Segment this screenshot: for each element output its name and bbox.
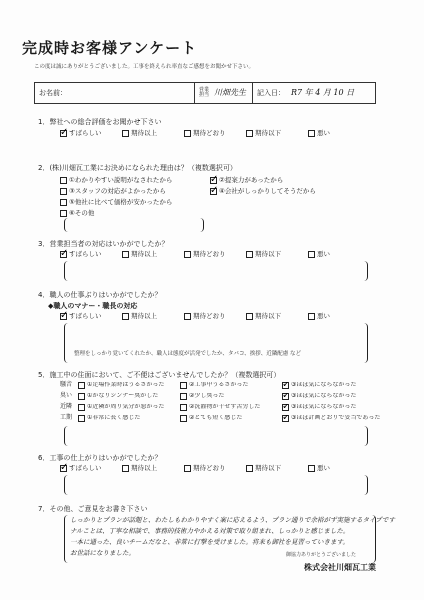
q6-options [60, 465, 370, 472]
q4-option-label: すばらしい [69, 312, 102, 320]
q5-row4-option-label: ③ほぼ計画どおりで妥当であった [291, 415, 381, 422]
q5-row2-option-1[interactable] [78, 393, 176, 400]
q1-option-3[interactable] [184, 130, 246, 137]
q3-option-3[interactable] [184, 251, 246, 258]
checkbox-icon[interactable] [180, 404, 187, 411]
q6-option-4[interactable] [246, 465, 308, 472]
q6-option-1[interactable] [60, 465, 122, 472]
q2-label: 2．(株)川畑瓦工業にお決めになられた理由は？（複数選択可） [38, 164, 237, 172]
checkbox-icon[interactable] [60, 251, 67, 258]
checkbox-icon[interactable] [184, 313, 191, 320]
name-cell [35, 83, 195, 103]
q5-row-category: 近隣 [60, 403, 73, 410]
checkbox-icon[interactable] [122, 313, 129, 320]
checkbox-icon[interactable] [122, 465, 129, 472]
q5-label: 5．施工中の住面において、ご不便はございませんでしたか？（複数選択可） [38, 371, 281, 379]
checkbox-icon[interactable] [210, 188, 217, 195]
checkbox-icon[interactable] [246, 130, 253, 137]
q3-option-label: 期待どおり [193, 250, 226, 258]
q4-option-1[interactable] [60, 313, 122, 320]
q7-label: 7．その他、ご意見をお書き下さい [38, 505, 148, 513]
q5-row [60, 393, 394, 400]
q5-row4-option-label: ②とても短く感じた [189, 415, 243, 422]
q4-option-5[interactable] [308, 313, 370, 320]
checkbox-icon[interactable] [308, 313, 315, 320]
q5-row3-option-label: ①近隣が周り気分が悪かった [87, 404, 165, 411]
q4-option-2[interactable] [122, 313, 184, 320]
checkbox-icon[interactable] [180, 393, 187, 400]
q5-row-category: 騒音 [60, 381, 73, 388]
sales-label: 営業担当 [199, 87, 210, 98]
q7-line-2: ナルことは、丁寧な相談で、事務的技術力やかえる対策で取り組まれ、しっかりと感じました。 [70, 527, 350, 535]
intro-text: この度は誠にありがとうございました。工事を終えられ率直なご感想をお聞かせ下さい。 [34, 64, 255, 70]
q7-line-4: お世話になりました。 [70, 549, 135, 557]
checkbox-icon[interactable] [246, 465, 253, 472]
q2-option-label: ④会社がしっかりしてそうだから [219, 187, 316, 195]
sales-value: 川畑先生 [214, 88, 246, 98]
name-label: お名前： [39, 88, 67, 97]
q1-option-4[interactable] [246, 130, 308, 137]
q5-row1-option-3[interactable] [282, 382, 390, 389]
page-title: 完成時お客様アンケート [22, 39, 198, 57]
q5-row4-option-1[interactable] [78, 415, 176, 422]
q1-option-5[interactable] [308, 130, 370, 137]
checkbox-icon[interactable] [246, 313, 253, 320]
q5-row [60, 404, 394, 411]
q5-row2-option-label: ②少し臭った [189, 393, 225, 400]
checkbox-icon[interactable] [60, 199, 67, 206]
q2-option-4[interactable] [210, 188, 316, 195]
q5-row-category: 工期 [60, 414, 73, 421]
q3-option-label: すばらしい [69, 250, 102, 258]
q3-option-2[interactable] [122, 251, 184, 258]
q5-row1-option-label: ③ほぼ気にならなかった [291, 382, 357, 389]
q5-row3-option-2[interactable] [180, 404, 278, 411]
q5-row1-option-label: ①足場作業時はうるさかった [87, 382, 165, 389]
checkbox-icon[interactable] [308, 130, 315, 137]
q6-option-5[interactable] [308, 465, 370, 472]
checkbox-icon[interactable] [60, 188, 67, 195]
q6-option-3[interactable] [184, 465, 246, 472]
q4-option-label: 期待どおり [193, 312, 226, 320]
q1-option-label: 期待以上 [131, 129, 157, 137]
checkbox-icon[interactable] [78, 393, 85, 400]
q5-row [60, 415, 394, 422]
q5-row2-option-2[interactable] [180, 393, 278, 400]
q4-option-3[interactable] [184, 313, 246, 320]
q4-label: 4．職人の仕事ぶりはいかがでしたか？ [38, 291, 162, 299]
q1-option-label: 悪い [317, 129, 330, 137]
q5-row3-option-1[interactable] [78, 404, 176, 411]
checkbox-icon[interactable] [308, 251, 315, 258]
q6-label: 6．工事の仕上がりはいかがでしたか？ [38, 454, 162, 462]
checkbox-icon[interactable] [180, 415, 187, 422]
q6-option-label: すばらしい [69, 464, 102, 472]
q6-option-label: 期待以上 [131, 464, 157, 472]
q5-row4-option-2[interactable] [180, 415, 278, 422]
q5-row2-option-3[interactable] [282, 393, 390, 400]
q6-answer-box[interactable] [64, 475, 368, 495]
q2-option-label: ③スタッフの対応がよかったから [69, 187, 166, 195]
checkbox-icon[interactable] [308, 465, 315, 472]
q3-option-5[interactable] [308, 251, 370, 258]
sales-cell [195, 83, 253, 103]
checkbox-icon[interactable] [210, 177, 217, 184]
checkbox-icon[interactable] [122, 251, 129, 258]
checkbox-icon[interactable] [122, 130, 129, 137]
q4-option-label: 期待以上 [131, 312, 157, 320]
q5-row [60, 382, 394, 389]
q3-option-label: 悪い [317, 250, 330, 258]
q5-row1-option-1[interactable] [78, 382, 176, 389]
checkbox-icon[interactable] [78, 415, 85, 422]
q1-options [60, 130, 370, 137]
q1-option-1[interactable] [60, 130, 122, 137]
thanks-text: 御協力ありがとうございました [286, 552, 357, 558]
q3-option-1[interactable] [60, 251, 122, 258]
checkbox-icon[interactable] [184, 251, 191, 258]
date-label: 記入日： [257, 88, 285, 97]
q4-sub-label: ◆職人のマナー・職長の対応 [48, 302, 138, 310]
q6-option-label: 悪い [317, 464, 330, 472]
q2-option-5[interactable] [60, 199, 172, 206]
q5-row4-option-3[interactable] [282, 415, 390, 422]
q7-line-3: 一本に通った、良いチームだなと、非常に打撃を受けました。将来も御社を見習っていきます。 [70, 538, 349, 546]
date-cell [253, 83, 375, 103]
q5-row3-option-label: ②洗濯物が干せず苦労した [189, 404, 261, 411]
date-value: R7 年 4 月 10 日 [291, 88, 355, 98]
checkbox-icon[interactable] [184, 130, 191, 137]
checkbox-icon[interactable] [184, 465, 191, 472]
checkbox-icon[interactable] [282, 393, 289, 400]
q6-option-2[interactable] [122, 465, 184, 472]
checkbox-icon[interactable] [60, 465, 67, 472]
q2-option-6[interactable] [60, 210, 94, 217]
q4-options [60, 313, 370, 320]
company-name: 株式会社川畑瓦工業 [304, 563, 376, 572]
q1-option-2[interactable] [122, 130, 184, 137]
checkbox-icon[interactable] [78, 404, 85, 411]
checkbox-icon[interactable] [282, 415, 289, 422]
q2-option-label: ⑥その他 [69, 209, 95, 217]
checkbox-icon[interactable] [60, 130, 67, 137]
checkbox-icon[interactable] [282, 382, 289, 389]
q3-option-4[interactable] [246, 251, 308, 258]
q1-option-label: 期待どおり [193, 129, 226, 137]
q1-option-label: 期待以下 [255, 129, 281, 137]
q5-row-category: 臭い [60, 392, 73, 399]
q4-option-4[interactable] [246, 313, 308, 320]
q5-row1-option-2[interactable] [180, 382, 278, 389]
checkbox-icon[interactable] [180, 382, 187, 389]
q3-option-label: 期待以上 [131, 250, 157, 258]
q2-other-box[interactable] [64, 218, 204, 232]
q3-label: 3．営業担当者の対応はいかがでしたか？ [38, 240, 169, 248]
q3-options [60, 251, 370, 258]
q4-option-label: 悪い [317, 312, 330, 320]
q4-option-label: 期待以下 [255, 312, 281, 320]
q2-option-2[interactable] [210, 177, 283, 184]
q4-note: 整理をしっかり覚いてくれたか、職人は態度が活発でしたか、タバコ、挨拶、近隣配慮 など [74, 351, 301, 357]
q5-row1-option-label: ②工事中うるさかった [189, 382, 249, 389]
q1-option-label: すばらしい [69, 129, 102, 137]
q2-option-label: ②提案力があったから [219, 176, 284, 184]
q5-answer-box[interactable] [64, 426, 368, 446]
q5-row2-option-label: ③ほぼ気にならなかった [291, 393, 357, 400]
checkbox-icon[interactable] [78, 382, 85, 389]
q2-option-3[interactable] [60, 188, 166, 195]
checkbox-icon[interactable] [60, 313, 67, 320]
checkbox-icon[interactable] [246, 251, 253, 258]
q5-row3-option-label: ③ほぼ気にならなかった [291, 404, 357, 411]
q2-option-label: ①わかりやすい説明がなされたから [69, 176, 173, 184]
q7-line-1: しっかりとプランが話題と、わたしもわかりやすく案に応えるよう、プラン通りで余裕がず実施するタイプです [70, 516, 395, 524]
q3-option-label: 期待以下 [255, 250, 281, 258]
checkbox-icon[interactable] [282, 404, 289, 411]
q2-option-label: ⑤他社に比べて価格が安かったから [69, 198, 173, 206]
q6-option-label: 期待以下 [255, 464, 281, 472]
q1-label: 1．弊社への総合評価をお聞かせ下さい [38, 118, 162, 126]
q6-option-label: 期待どおり [193, 464, 226, 472]
info-bar [34, 82, 376, 104]
checkbox-icon[interactable] [60, 177, 67, 184]
q3-answer-box[interactable] [64, 261, 368, 281]
checkbox-icon[interactable] [60, 210, 67, 217]
q2-option-1[interactable] [60, 177, 172, 184]
q5-row2-option-label: ①かなりシンナー臭がした [87, 393, 159, 400]
q5-row3-option-3[interactable] [282, 404, 390, 411]
q5-row4-option-label: ①非常に長く感じた [87, 415, 141, 422]
